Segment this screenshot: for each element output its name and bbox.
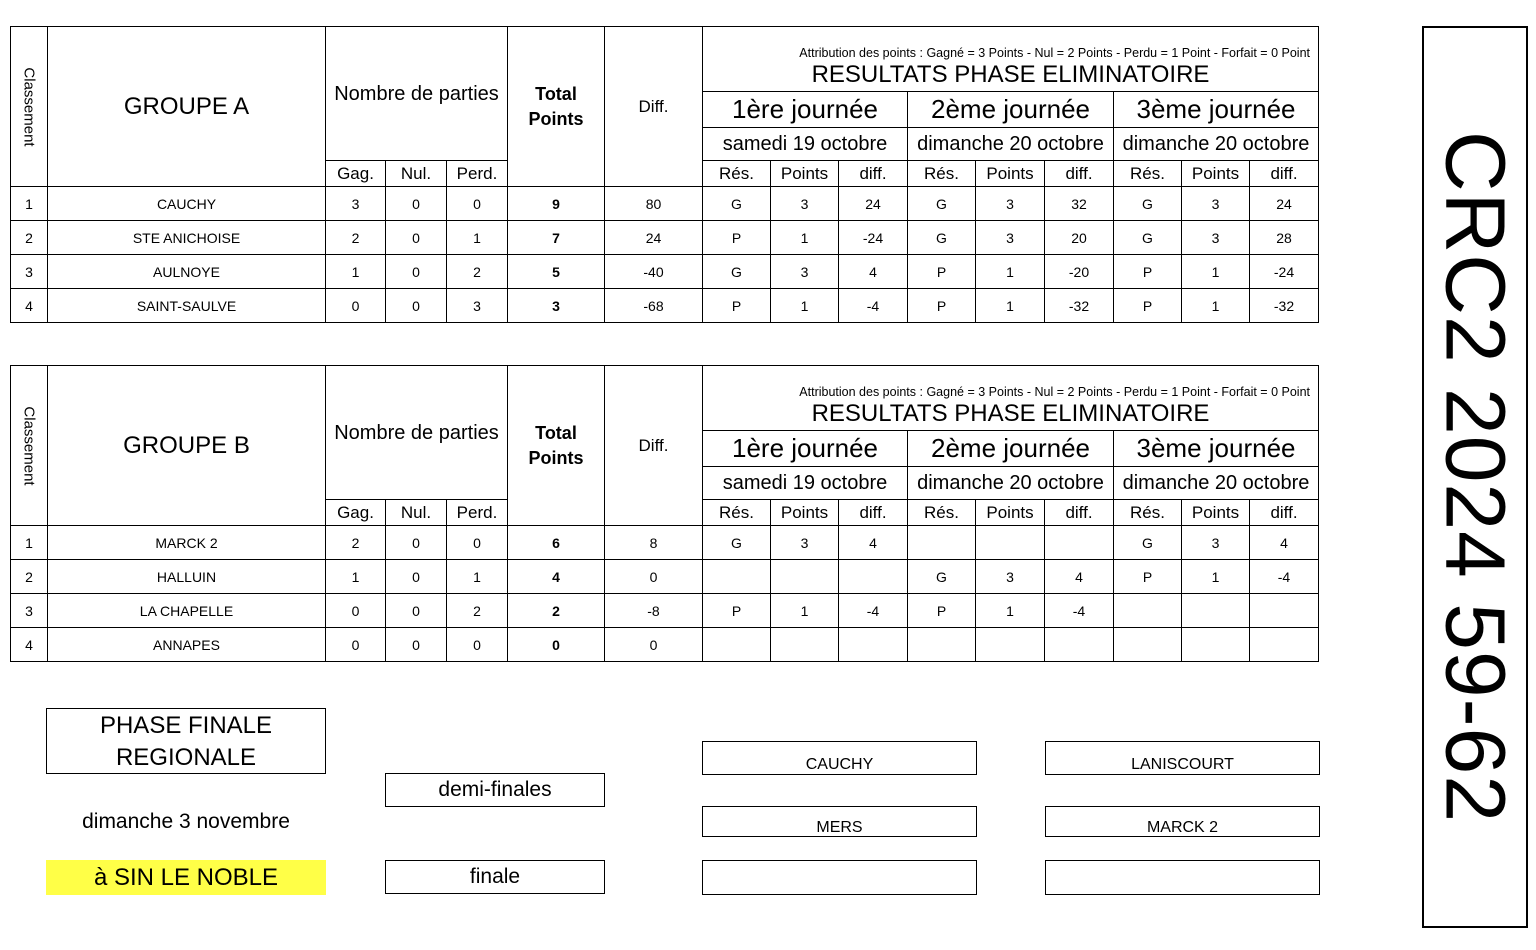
table-cell: 4: [839, 255, 908, 289]
table-cell: G: [908, 221, 976, 255]
final-phase-title-line1: PHASE FINALE: [99, 712, 273, 739]
table-cell: P: [703, 594, 771, 628]
table-cell: -24: [839, 221, 908, 255]
table-cell: 4: [11, 289, 48, 323]
classement-header: [11, 27, 48, 187]
table-cell: 1: [11, 187, 48, 221]
table-cell: 7: [508, 221, 605, 255]
table-cell: [703, 628, 771, 662]
table-row: [11, 255, 1319, 289]
semi-final-team-4: MARCK 2: [1045, 806, 1320, 837]
points-attribution: Attribution des points : Gagné = 3 Points - Nul = 2 Points - Perdu = 1 Point - Forfait = 0 Point: [703, 27, 1319, 60]
semi-final-team-3: MERS: [702, 806, 977, 837]
table-row: [11, 289, 1319, 323]
points-subheader: Points: [976, 500, 1045, 526]
journee-date: dimanche 20 octobre: [1114, 128, 1319, 161]
demi-finales-label: demi-finales: [385, 773, 605, 807]
table-cell: 3: [976, 560, 1045, 594]
group-name: GROUPE B: [48, 366, 326, 526]
table-cell: ANNAPES: [48, 628, 326, 662]
table-cell: 32: [1045, 187, 1114, 221]
table-cell: 0: [386, 526, 447, 560]
journee-date: samedi 19 octobre: [703, 128, 908, 161]
table-cell: -40: [605, 255, 703, 289]
table-cell: 1: [1182, 255, 1250, 289]
table-cell: 0: [386, 255, 447, 289]
table-cell: 1: [1182, 560, 1250, 594]
table-cell: STE ANICHOISE: [48, 221, 326, 255]
table-cell: 0: [605, 560, 703, 594]
table-cell: 0: [386, 560, 447, 594]
journee-date: dimanche 20 octobre: [908, 128, 1114, 161]
table-cell: 0: [326, 289, 386, 323]
side-title: CRC2 2024 59-62: [1428, 130, 1523, 824]
table-cell: 4: [1045, 560, 1114, 594]
table-cell: MARCK 2: [48, 526, 326, 560]
res-header: Rés.: [1114, 500, 1182, 526]
table-cell: -4: [839, 289, 908, 323]
table-cell: 3: [11, 255, 48, 289]
table-cell: 0: [508, 628, 605, 662]
table-cell: 1: [1182, 289, 1250, 323]
table-cell: 1: [771, 221, 839, 255]
table-cell: [1045, 526, 1114, 560]
table-cell: G: [1114, 221, 1182, 255]
table-cell: P: [703, 221, 771, 255]
points-subheader: Points: [771, 161, 839, 187]
table-cell: 0: [386, 594, 447, 628]
diff-subheader: diff.: [1250, 161, 1319, 187]
table-row: [11, 594, 1319, 628]
table-cell: 2: [326, 221, 386, 255]
gag-header: Gag.: [326, 161, 386, 187]
classement-label: Classement: [20, 66, 38, 147]
table-cell: 3: [508, 289, 605, 323]
table-cell: P: [1114, 560, 1182, 594]
table-cell: G: [1114, 187, 1182, 221]
table-row: [11, 221, 1319, 255]
journee-label: 3ème journée: [1114, 431, 1319, 467]
table-cell: 1: [326, 560, 386, 594]
table-cell: 3: [1182, 526, 1250, 560]
gag-header: Gag.: [326, 500, 386, 526]
diff-header: Diff.: [605, 366, 703, 526]
table-cell: [976, 628, 1045, 662]
table-cell: 3: [976, 221, 1045, 255]
table-cell: 0: [386, 289, 447, 323]
table-cell: 0: [447, 526, 508, 560]
table-cell: P: [908, 255, 976, 289]
classement-header: [11, 366, 48, 526]
table-cell: -4: [1250, 560, 1319, 594]
table-cell: HALLUIN: [48, 560, 326, 594]
table-cell: 3: [326, 187, 386, 221]
table-cell: 4: [508, 560, 605, 594]
table-cell: 4: [1250, 526, 1319, 560]
table-cell: 3: [771, 255, 839, 289]
perd-header: Perd.: [447, 500, 508, 526]
table-cell: G: [908, 560, 976, 594]
table-row: [11, 526, 1319, 560]
table-cell: 1: [976, 289, 1045, 323]
table-cell: 3: [771, 526, 839, 560]
total-points-header: Total Points: [508, 366, 605, 526]
diff-subheader: diff.: [839, 500, 908, 526]
table-cell: 2: [326, 526, 386, 560]
table-cell: G: [703, 255, 771, 289]
res-header: Rés.: [908, 161, 976, 187]
table-cell: 3: [11, 594, 48, 628]
table-cell: [1182, 594, 1250, 628]
table-cell: P: [908, 289, 976, 323]
group-name: GROUPE A: [48, 27, 326, 187]
group-table: [10, 365, 1319, 662]
table-cell: -32: [1250, 289, 1319, 323]
table-cell: P: [703, 289, 771, 323]
table-cell: 6: [508, 526, 605, 560]
nombre-parties-header: Nombre de parties: [326, 366, 508, 500]
table-cell: 24: [1250, 187, 1319, 221]
table-cell: 1: [771, 289, 839, 323]
table-cell: 2: [447, 594, 508, 628]
points-subheader: Points: [1182, 500, 1250, 526]
table-cell: 20: [1045, 221, 1114, 255]
table-cell: [1114, 628, 1182, 662]
group-table: [10, 26, 1319, 323]
finale-label: finale: [385, 860, 605, 894]
table-cell: 2: [447, 255, 508, 289]
table-cell: 1: [11, 526, 48, 560]
nul-header: Nul.: [386, 161, 447, 187]
table-cell: 0: [386, 187, 447, 221]
journee-date: dimanche 20 octobre: [908, 467, 1114, 500]
nul-header: Nul.: [386, 500, 447, 526]
table-cell: 1: [976, 255, 1045, 289]
table-cell: -20: [1045, 255, 1114, 289]
table-cell: 0: [386, 221, 447, 255]
table-row: [11, 560, 1319, 594]
diff-subheader: diff.: [1045, 161, 1114, 187]
table-cell: AULNOYE: [48, 255, 326, 289]
table-row: [11, 187, 1319, 221]
table-cell: 0: [605, 628, 703, 662]
table-cell: [1114, 594, 1182, 628]
table-cell: [908, 526, 976, 560]
table-cell: 9: [508, 187, 605, 221]
res-header: Rés.: [1114, 161, 1182, 187]
table-cell: 5: [508, 255, 605, 289]
table-cell: 1: [447, 221, 508, 255]
points-subheader: Points: [771, 500, 839, 526]
table-cell: 80: [605, 187, 703, 221]
journee-date: samedi 19 octobre: [703, 467, 908, 500]
table-cell: 1: [771, 594, 839, 628]
table-cell: -68: [605, 289, 703, 323]
table-cell: -24: [1250, 255, 1319, 289]
semi-final-team-2: LANISCOURT: [1045, 741, 1320, 775]
side-title-frame: [1422, 26, 1528, 928]
total-points-header: Total Points: [508, 27, 605, 187]
journee-label: 1ère journée: [703, 431, 908, 467]
table-cell: [1045, 628, 1114, 662]
table-cell: G: [703, 187, 771, 221]
diff-header: Diff.: [605, 27, 703, 187]
journee-label: 2ème journée: [908, 431, 1114, 467]
results-phase-title: RESULTATS PHASE ELIMINATOIRE: [703, 60, 1319, 92]
table-cell: 4: [839, 526, 908, 560]
table-cell: [839, 628, 908, 662]
table-cell: -4: [1045, 594, 1114, 628]
res-header: Rés.: [703, 161, 771, 187]
table-cell: 3: [1182, 221, 1250, 255]
res-header: Rés.: [908, 500, 976, 526]
diff-subheader: diff.: [1250, 500, 1319, 526]
table-cell: 1: [976, 594, 1045, 628]
journee-label: 1ère journée: [703, 92, 908, 128]
table-cell: CAUCHY: [48, 187, 326, 221]
final-team-2: [1045, 860, 1320, 895]
table-cell: 28: [1250, 221, 1319, 255]
table-cell: 2: [11, 221, 48, 255]
table-cell: -8: [605, 594, 703, 628]
table-cell: [839, 560, 908, 594]
perd-header: Perd.: [447, 161, 508, 187]
table-cell: 0: [447, 628, 508, 662]
table-cell: [908, 628, 976, 662]
table-cell: 1: [447, 560, 508, 594]
table-cell: 24: [839, 187, 908, 221]
diff-subheader: diff.: [839, 161, 908, 187]
final-phase-title-box: [46, 708, 326, 774]
header-row: [11, 27, 1319, 60]
semi-final-team-1: CAUCHY: [702, 741, 977, 775]
journee-date: dimanche 20 octobre: [1114, 467, 1319, 500]
table-cell: 1: [326, 255, 386, 289]
table-cell: -32: [1045, 289, 1114, 323]
table-cell: [1250, 594, 1319, 628]
table-cell: 0: [447, 187, 508, 221]
table-cell: 0: [326, 628, 386, 662]
table-row: [11, 628, 1319, 662]
table-cell: [976, 526, 1045, 560]
table-cell: 4: [11, 628, 48, 662]
table-cell: P: [908, 594, 976, 628]
table-cell: P: [1114, 289, 1182, 323]
table-cell: 3: [976, 187, 1045, 221]
nombre-parties-header: Nombre de parties: [326, 27, 508, 161]
table-cell: 24: [605, 221, 703, 255]
table-cell: [703, 560, 771, 594]
table-cell: -4: [839, 594, 908, 628]
table-cell: [771, 560, 839, 594]
final-phase-venue: à SIN LE NOBLE: [46, 860, 326, 895]
final-phase-date: dimanche 3 novembre: [82, 810, 290, 833]
points-subheader: Points: [976, 161, 1045, 187]
final-phase-title-line2: REGIONALE: [115, 744, 257, 771]
table-cell: P: [1114, 255, 1182, 289]
table-cell: G: [908, 187, 976, 221]
table-cell: SAINT-SAULVE: [48, 289, 326, 323]
table-cell: 3: [447, 289, 508, 323]
table-cell: LA CHAPELLE: [48, 594, 326, 628]
table-cell: 2: [11, 560, 48, 594]
res-header: Rés.: [703, 500, 771, 526]
table-cell: 3: [1182, 187, 1250, 221]
table-cell: 0: [386, 628, 447, 662]
table-cell: [1250, 628, 1319, 662]
header-row: [11, 366, 1319, 399]
table-cell: G: [1114, 526, 1182, 560]
final-team-1: [702, 860, 977, 895]
journee-label: 3ème journée: [1114, 92, 1319, 128]
diff-subheader: diff.: [1045, 500, 1114, 526]
points-subheader: Points: [1182, 161, 1250, 187]
table-cell: 0: [326, 594, 386, 628]
journee-label: 2ème journée: [908, 92, 1114, 128]
classement-label: Classement: [20, 405, 38, 486]
table-cell: 3: [771, 187, 839, 221]
table-cell: [771, 628, 839, 662]
table-cell: G: [703, 526, 771, 560]
table-cell: 8: [605, 526, 703, 560]
results-phase-title: RESULTATS PHASE ELIMINATOIRE: [703, 399, 1319, 431]
points-attribution: Attribution des points : Gagné = 3 Points - Nul = 2 Points - Perdu = 1 Point - Forfait = 0 Point: [703, 366, 1319, 399]
table-cell: [1182, 628, 1250, 662]
table-cell: 2: [508, 594, 605, 628]
